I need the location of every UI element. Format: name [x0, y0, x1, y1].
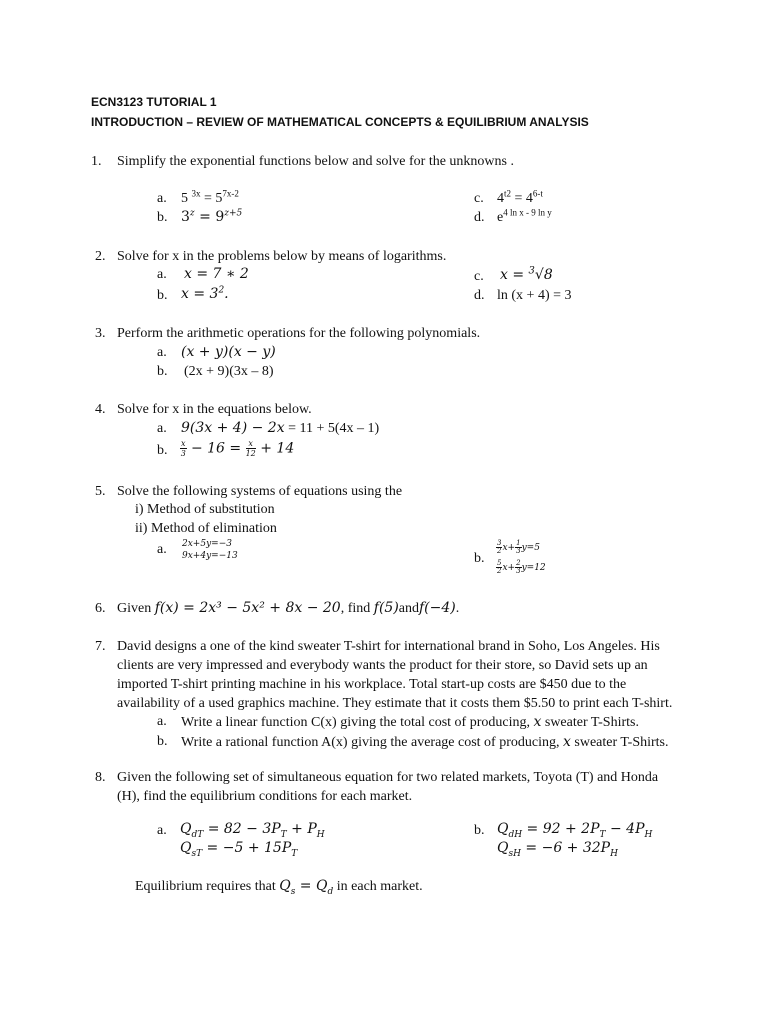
- q5-text: Solve the following systems of equations using the: [117, 484, 403, 499]
- q7-line-1: David designs a one of the kind sweater T-shirt for international brand in Soho, Los Angeles. His: [117, 639, 660, 654]
- q1a-expr: 5 $^{3x} = 5^{7x-2}$: [181, 188, 239, 206]
- q5a-system: [182, 538, 238, 562]
- q7-line-3: imported T-shirt printing machine in his workplace. Total start-up costs are $450 due to the: [117, 677, 627, 692]
- q4b-expr: $\frac{x}{3}$ − 16 = $\frac{x}{12}$ + 14: [180, 439, 295, 458]
- q8-line-2: (H), find the equilibrium conditions for each market.: [117, 789, 413, 804]
- q8b-eq2: $Q_{sH} = -6 + 32P_H$: [497, 840, 618, 859]
- q6-text: Given f(x) = 2x³ − 5x² + 8x − 20, find f(5)andf(−4).: [117, 600, 460, 616]
- q5b-label: b.: [474, 551, 485, 566]
- q2-text: Solve for x in the problems below by means of logarithms.: [117, 249, 447, 264]
- q8a-eq1: $Q_{dT} = 82 - 3P_T + P_H$: [180, 821, 325, 840]
- q1c-label: c.: [474, 191, 484, 206]
- document-title: INTRODUCTION – REVIEW OF MATHEMATICAL CONCEPTS & EQUILIBRIUM ANALYSIS: [91, 115, 589, 129]
- q2d-label: d.: [474, 288, 485, 303]
- q8b-label: b.: [474, 823, 485, 838]
- q4a-label: a.: [157, 421, 167, 436]
- q6-number: 6.: [95, 601, 106, 616]
- q1-number: 1.: [91, 154, 102, 169]
- q7-number: 7.: [95, 639, 106, 654]
- q8-line-1: Given the following set of simultaneous equation for two related markets, Toyota (T) and Honda: [117, 770, 659, 785]
- q1-text: Simplify the exponential functions below and solve for the unknowns .: [117, 154, 514, 169]
- q5-method-i: i) Method of substitution: [135, 502, 275, 517]
- q3b-label: b.: [157, 364, 168, 379]
- q4-number: 4.: [95, 402, 106, 417]
- q2-number: 2.: [95, 249, 106, 264]
- q3-number: 3.: [95, 326, 106, 341]
- q3-text: Perform the arithmetic operations for the following polynomials.: [117, 326, 481, 341]
- q1d-expr: $e^{4 ln x - 9 ln y}$: [497, 207, 552, 225]
- q7-line-4: availability of a used graphics machine. They estimate that it costs them $5.50 to print each T-shirt.: [117, 696, 673, 711]
- q8a-label: a.: [157, 823, 167, 838]
- q7a-text: Write a linear function C(x) giving the total cost of producing, x sweater T-Shirts.: [181, 714, 639, 730]
- q8-number: 8.: [95, 770, 106, 785]
- q7b-label: b.: [157, 734, 168, 749]
- q2c-expr: x = $^3$√8: [500, 265, 553, 283]
- q3a-label: a.: [157, 345, 167, 360]
- q2a-label: a.: [157, 267, 167, 282]
- q7b-text: Write a rational function A(x) giving the average cost of producing, x sweater T-Shirts.: [181, 734, 669, 750]
- q2a-expr: x = 7 ∗ 2: [184, 266, 249, 282]
- q5-number: 5.: [95, 484, 106, 499]
- q3a-expr: (x + y)(x − y): [181, 344, 276, 360]
- q5a-eq2: 9x+4y=−13: [182, 551, 238, 561]
- q5b-system: [496, 538, 546, 578]
- q7-line-2: clients are very impressed and everybody wants the product for their store, so David sets up an: [117, 658, 648, 673]
- q7a-label: a.: [157, 714, 167, 729]
- q5b-eq1: $\frac{3}{2}$ x+ $\frac{1}{3}$ y=5: [497, 539, 540, 555]
- q5b-eq2: $\frac{5}{2}$ x+ $\frac{2}{3}$ y=12: [497, 559, 546, 575]
- q8b-eq1: $Q_{dH} = 92 + 2P_T - 4P_H$: [497, 821, 653, 840]
- q5a-eq1: 2x+5y=−3: [182, 539, 232, 549]
- q1b-label: b.: [157, 210, 168, 225]
- q2b-expr: $x = 3^2$.: [181, 285, 229, 302]
- q4-text: Solve for x in the equations below.: [117, 402, 312, 417]
- q1d-label: d.: [474, 210, 485, 225]
- q5a-label: a.: [157, 542, 167, 557]
- q1b-expr: $3^z = 9^{z+5}$: [181, 208, 243, 225]
- course-title: ECN3123 TUTORIAL 1: [91, 95, 217, 109]
- q1c-expr: $4^{t2} = 4^{6-t}$: [497, 188, 543, 206]
- q2d-expr: ln (x + 4) = 3: [497, 288, 572, 303]
- q8-note: Equilibrium requires that $Q_s = Q_d$ in each market.: [135, 878, 423, 897]
- q3b-expr: (2x + 9)(3x – 8): [184, 364, 274, 379]
- q4a-expr: 9(3x + 4) − 2x = 11 + 5(4x – 1): [181, 420, 380, 436]
- q2b-label: b.: [157, 288, 168, 303]
- q1a-label: a.: [157, 191, 167, 206]
- q4b-label: b.: [157, 443, 168, 458]
- q2c-label: c.: [474, 269, 484, 284]
- q8a-eq2: $Q_{sT} = -5 + 15P_T$: [180, 840, 298, 859]
- q5-method-ii: ii) Method of elimination: [135, 521, 277, 536]
